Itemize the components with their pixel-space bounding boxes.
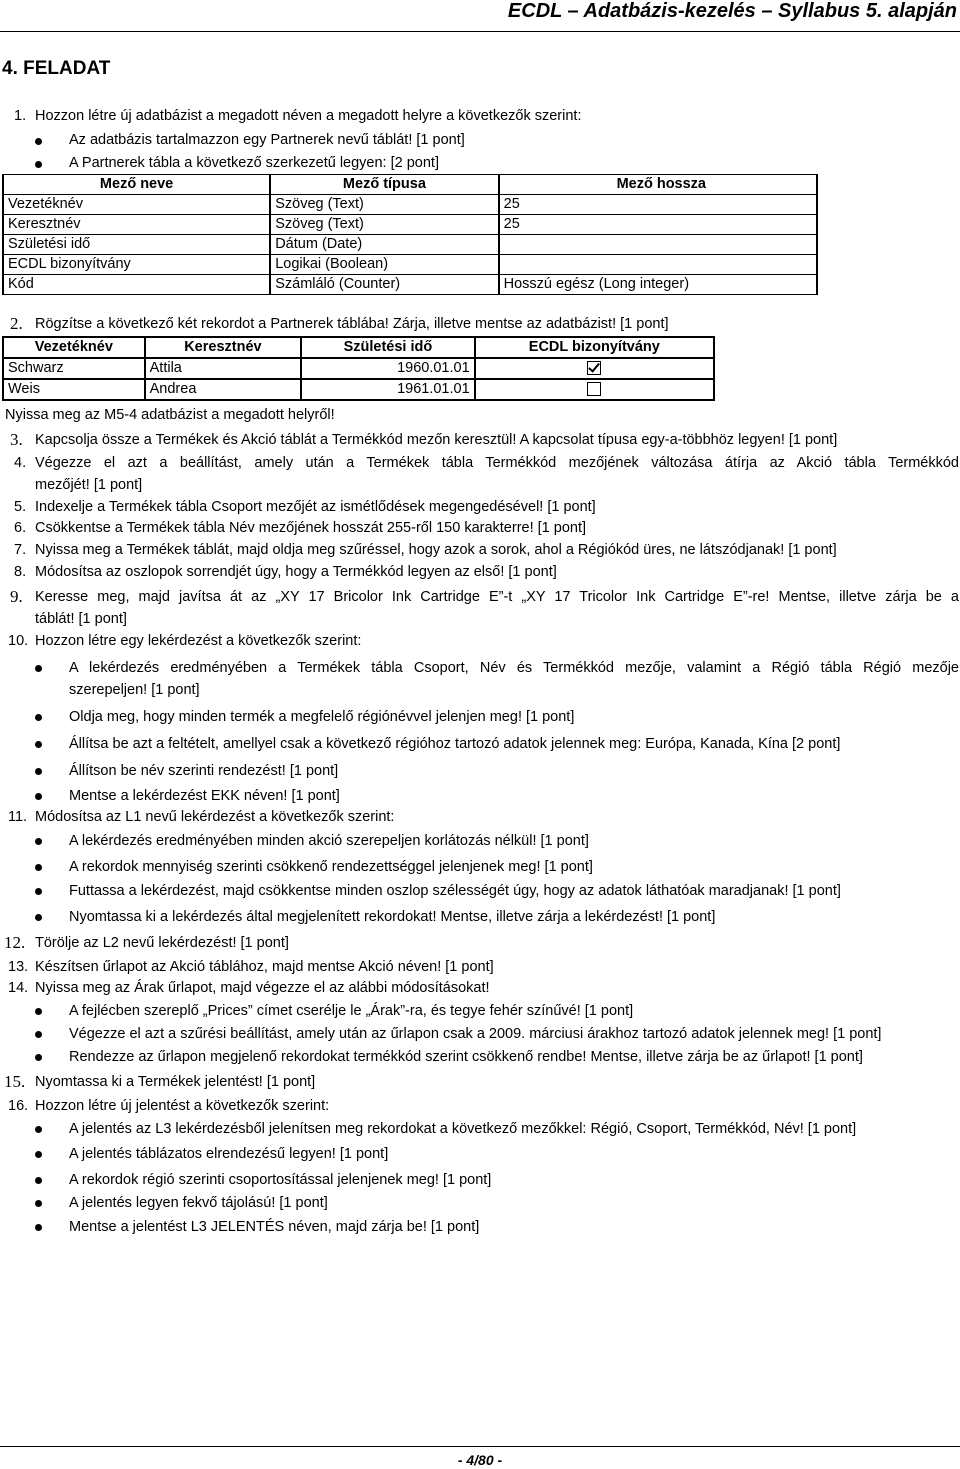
task-number: 7. [14,542,27,558]
bullet-text: Végezze el azt a szűrési beállítást, amely után az űrlapon csak a 2009. márciusi árakhoz tartozó adatok jelennek meg! [1 pont] [69,1026,882,1042]
column-header: Születési idő [301,337,474,358]
table-cell: 25 [499,215,817,235]
task-number: 5. [14,499,27,515]
task-text: Módosítsa az L1 nevű lekérdezést a következők szerint: [35,809,395,825]
bullet-icon [35,838,42,845]
table-row [3,358,714,379]
bullet-text: Mentse a jelentést L3 JELENTÉS néven, majd zárja be! [1 pont] [69,1219,480,1235]
task-text: Nyissa meg a Termékek táblát, majd oldja meg szűréssel, hogy azok a sorok, ahol a Régiókód üres, ne látszódjanak! [1 pont] [35,542,837,558]
table-cell: Logikai (Boolean) [270,255,498,275]
bullet-text: Az adatbázis tartalmazzon egy Partnerek nevű táblát! [1 pont] [69,132,465,148]
bullet-icon [35,864,42,871]
bullet-text: A lekérdezés eredményében a Termékek tábla Csoport, Név és Termékkód mezője, valamint a Régió tábla Régió mezője [69,660,959,676]
table-cell [499,235,817,255]
table-cell: Andrea [145,379,302,400]
bullet-icon [35,1054,42,1061]
bullet-text: A jelentés táblázatos elrendezésű legyen! [1 pont] [69,1146,389,1162]
bullet-text: A rekordok mennyiség szerinti csökkenő rendezettséggel jelenjenek meg! [1 pont] [69,859,593,875]
bullet-icon [35,1126,42,1133]
field-structure-table [2,174,818,295]
table-row [3,379,714,400]
bullet-icon [35,1031,42,1038]
task-text: Csökkentse a Termékek tábla Név mezőjének hosszát 255-ről 150 karakterre! [1 pont] [35,520,587,536]
bullet-text: A Partnerek tábla a következő szerkezetű legyen: [2 pont] [69,155,439,171]
table-cell: ECDL bizonyítvány [3,255,270,275]
bullet-text: Rendezze az űrlapon megjelenő rekordokat termékkód szerint csökkenő rendbe! Mentse, illetve zárja be az űrlapot! [1 pont] [69,1049,863,1065]
table-cell: Számláló (Counter) [270,275,498,295]
table-cell [475,358,714,379]
bullet-text: A rekordok régió szerinti csoportosítással jelenjenek meg! [1 pont] [69,1172,492,1188]
bullet-text: Állítsa be azt a feltételt, amellyel csak a következő régióhoz tartozó adatok jelennek meg: Európa, Kanada, Kína [2 pont] [69,736,841,752]
task-text: Hozzon létre új adatbázist a megadott néven a megadott helyre a következők szerint: [35,108,582,124]
bullet-text: Mentse a lekérdezést EKK néven! [1 pont] [69,788,340,804]
task-text: Törölje az L2 nevű lekérdezést! [1 pont] [35,935,289,951]
header-divider [0,31,960,32]
table-cell: Kód [3,275,270,295]
bullet-icon [35,1224,42,1231]
task-text: Nyomtassa ki a Termékek jelentést! [1 pont] [35,1074,316,1090]
table-cell: Attila [145,358,302,379]
column-header: Mező hossza [499,175,817,195]
bullet-text: A fejlécben szereplő „Prices” címet cserélje le „Árak”-ra, és tegye fehér színűvé! [1 pont] [69,1003,634,1019]
bullet-text-continued: szerepeljen! [1 pont] [69,682,200,698]
table-cell: Dátum (Date) [270,235,498,255]
bullet-text: A jelentés legyen fekvő tájolású! [1 pont] [69,1195,328,1211]
task-number: 4. [14,455,27,471]
footer-divider [0,1446,960,1447]
page-header-title: ECDL – Adatbázis-kezelés – Syllabus 5. alapján [507,0,957,22]
column-header: Mező neve [3,175,270,195]
bullet-icon [35,161,42,168]
bullet-icon [35,888,42,895]
table-cell: Keresztnév [3,215,270,235]
bullet-text: Nyomtassa ki a lekérdezés által megjelenített rekordokat! Mentse, illetve zárja a lekérdezést! [1 pont] [69,909,716,925]
task-text-continued: mezőjét! [1 pont] [35,477,143,493]
bullet-text: Oldja meg, hogy minden termék a megfelelő régiónévvel jelenjen meg! [1 pont] [69,709,575,725]
task-text: Keresse meg, majd javítsa át az „XY 17 Bricolor Ink Cartridge E”-t „XY 17 Tricolor Ink Cartridge E”-re! Mentse, illetve zárja be a [35,589,959,605]
table-cell: 1960.01.01 [301,358,474,379]
task-number: 3. [10,430,23,449]
column-header: ECDL bizonyítvány [475,337,714,358]
table-row [3,215,817,235]
table-cell: 1961.01.01 [301,379,474,400]
table-row [3,195,817,215]
task-number: 16. [8,1098,29,1114]
bullet-text: A jelentés az L3 lekérdezésből jelenítsen meg rekordokat a következő mezőkkel: Régió, Csoport, Termékkód, Név! [1 pont] [69,1121,857,1137]
bullet-text: A lekérdezés eredményében minden akció szerepeljen korlátozás nélkül! [1 pont] [69,833,589,849]
table-row [3,275,817,295]
bullet-icon [35,1177,42,1184]
task-text: Hozzon létre egy lekérdezést a következők szerint: [35,633,362,649]
table-cell [475,379,714,400]
task-text: Hozzon létre új jelentést a következők szerint: [35,1098,330,1114]
column-header: Vezetéknév [3,337,145,358]
table-cell: Schwarz [3,358,145,379]
bullet-icon [35,768,42,775]
table-cell: Szöveg (Text) [270,215,498,235]
table-cell: Vezetéknév [3,195,270,215]
column-header: Keresztnév [145,337,302,358]
bullet-icon [35,914,42,921]
task-text: Kapcsolja össze a Termékek és Akció táblát a Termékkód mezőn keresztül! A kapcsolat típusa egy-a-többhöz legyen! [1 pont] [35,432,838,448]
task-text: Készítsen űrlapot az Akció táblához, majd mentse Akció néven! [1 pont] [35,959,494,975]
task-number: 1. [14,108,27,124]
task-number: 9. [10,587,23,606]
task-number: 13. [8,959,29,975]
task-text: Rögzítse a következő két rekordot a Partnerek táblába! Zárja, illetve mentse az adatbázist! [1 pont] [35,316,669,332]
checkbox-checked-icon [587,361,601,375]
task-number: 10. [8,633,29,649]
bullet-icon [35,1200,42,1207]
task-heading: 4. FELADAT [2,58,111,79]
table-cell [499,255,817,275]
task-text: Végezze el azt a beállítást, amely után a Termékek tábla Termékkód mezőjének változása átírja az Akció tábla Termékkód [35,455,959,471]
task-number: 15. [4,1072,26,1091]
instruction-text: Nyissa meg az M5-4 adatbázist a megadott helyről! [5,407,335,423]
task-number: 8. [14,564,27,580]
task-text-continued: táblát! [1 pont] [35,611,127,627]
table-cell: Hosszú egész (Long integer) [499,275,817,295]
table-cell: Születési idő [3,235,270,255]
bullet-icon [35,665,42,672]
table-row [3,255,817,275]
task-text: Nyissa meg az Árak űrlapot, majd végezze el az alábbi módosításokat! [35,980,490,996]
records-table [2,336,715,401]
task-number: 6. [14,520,27,536]
bullet-icon [35,741,42,748]
table-cell: Weis [3,379,145,400]
table-cell: 25 [499,195,817,215]
bullet-text: Futtassa a lekérdezést, majd csökkentse minden oszlop szélességét úgy, hogy az adatok láthatóak maradjanak! [1 pont] [69,883,841,899]
bullet-icon [35,138,42,145]
task-number: 12. [4,933,26,952]
task-text: Indexelje a Termékek tábla Csoport mezőjét az ismétlődések megengedésével! [1 pont] [35,499,596,515]
task-number: 14. [8,980,29,996]
checkbox-empty-icon [587,382,601,396]
task-number: 11. [8,809,28,825]
bullet-text: Állítson be név szerinti rendezést! [1 pont] [69,763,339,779]
table-cell: Szöveg (Text) [270,195,498,215]
bullet-icon [35,714,42,721]
page-number: - 4/80 - [457,1452,503,1468]
task-number: 2. [10,314,23,333]
bullet-icon [35,793,42,800]
task-text: Módosítsa az oszlopok sorrendjét úgy, hogy a Termékkód legyen az első! [1 pont] [35,564,557,580]
bullet-icon [35,1151,42,1158]
table-row [3,235,817,255]
bullet-icon [35,1008,42,1015]
column-header: Mező típusa [270,175,498,195]
